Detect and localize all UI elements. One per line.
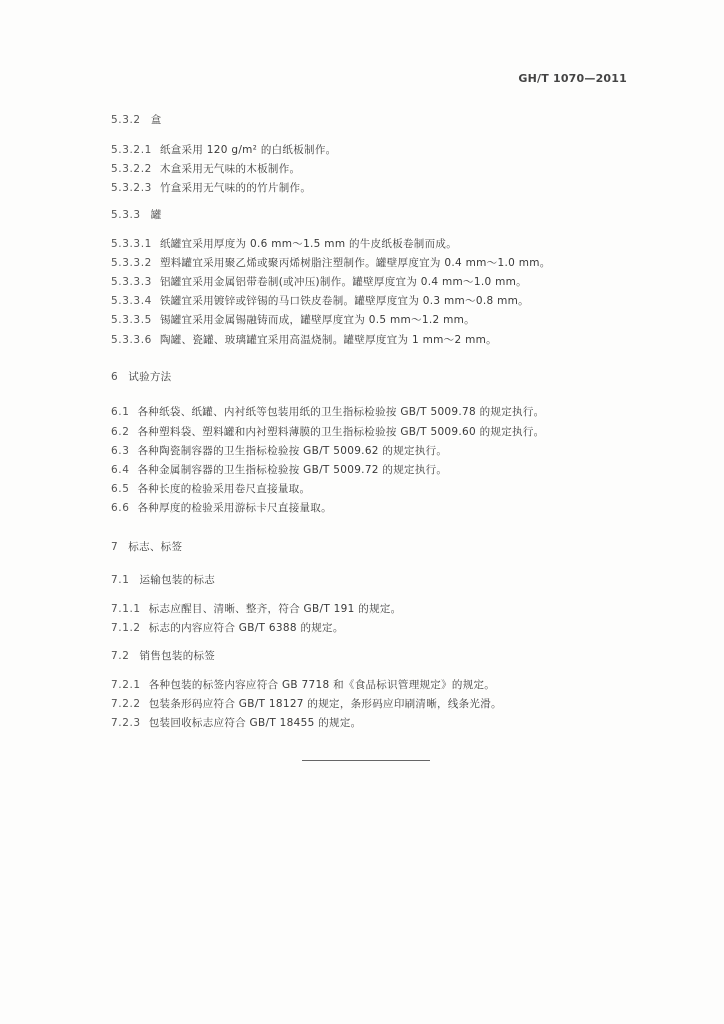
clause-line (111, 444, 447, 458)
clause-line (111, 405, 544, 419)
clause-line (111, 463, 447, 477)
standard-code-header: GH/T 1070—2011 (518, 72, 627, 85)
clause-number: 7.1.1 (111, 603, 141, 615)
clause-text: 木盒采用无气味的木板制作。 (159, 163, 301, 175)
clause-text: 竹盒采用无气味的的竹片制作。 (159, 182, 312, 194)
clause-number: 5.3.3.4 (111, 295, 152, 307)
clause-line (111, 602, 401, 616)
clause-text: 包装回收标志应符合 GB/T 18455 的规定。 (148, 717, 362, 729)
clause-text: 塑料罐宜采用聚乙烯或聚丙烯树脂注塑制作。罐壁厚度宜为 0.4 mm～1.0 mm。 (159, 257, 551, 269)
clause-text: 罐 (150, 209, 162, 221)
clause-number: 7.2.1 (111, 679, 141, 691)
section-heading (111, 573, 215, 587)
clause-number: 5.3.2.2 (111, 163, 152, 175)
clause-text: 铁罐宜采用镀锌或锌锡的马口铁皮卷制。罐壁厚度宜为 0.3 mm～0.8 mm。 (159, 295, 529, 307)
clause-text: 陶罐、瓷罐、玻璃罐宜采用高温烧制。罐壁厚度宜为 1 mm～2 mm。 (159, 334, 497, 346)
clause-line (111, 697, 502, 711)
clause-text: 各种纸袋、纸罐、内衬纸等包装用纸的卫生指标检验按 GB/T 5009.78 的规定执行。 (137, 406, 545, 418)
clause-text: 销售包装的标签 (139, 650, 216, 662)
clause-line (111, 256, 551, 270)
chapter-heading (111, 370, 171, 384)
clause-line (111, 237, 457, 251)
clause-text: 锡罐宜采用金属锡融铸而成，罐壁厚度宜为 0.5 mm～1.2 mm。 (159, 314, 475, 326)
clause-text: 铝罐宜采用金属铝带卷制(或冲压)制作。罐壁厚度宜为 0.4 mm～1.0 mm。 (159, 276, 527, 288)
clause-line (111, 501, 332, 515)
clause-line (111, 333, 497, 347)
clause-number: 5.3.3.5 (111, 314, 152, 326)
clause-line (111, 162, 300, 176)
clause-number: 5.3.3.3 (111, 276, 152, 288)
clause-number: 6.3 (111, 445, 130, 457)
section-heading (111, 113, 162, 127)
clause-number: 5.3.3 (111, 209, 141, 221)
clause-number: 5.3.3.1 (111, 238, 152, 250)
clause-line (111, 313, 475, 327)
clause-text: 标志的内容应符合 GB/T 6388 的规定。 (148, 622, 344, 634)
clause-number: 7.2.3 (111, 717, 141, 729)
clause-line (111, 482, 310, 496)
clause-line (111, 678, 495, 692)
clause-line (111, 621, 344, 635)
clause-number: 6.1 (111, 406, 130, 418)
clause-line (111, 716, 361, 730)
chapter-title: 试验方法 (128, 371, 172, 383)
clause-number: 5.3.2 (111, 114, 141, 126)
clause-number: 5.3.3.2 (111, 257, 152, 269)
clause-text: 各种金属制容器的卫生指标检验按 GB/T 5009.72 的规定执行。 (137, 464, 448, 476)
clause-text: 纸盒采用 120 g/m² 的白纸板制作。 (159, 144, 337, 156)
clause-number: 7.1 (111, 574, 130, 586)
clause-text: 盒 (150, 114, 162, 126)
clause-number: 5.3.2.1 (111, 144, 152, 156)
clause-text: 包装条形码应符合 GB/T 18127 的规定，条形码应印刷清晰，线条光滑。 (148, 698, 502, 710)
chapter-number: 7 (111, 541, 119, 553)
clause-line (111, 143, 336, 157)
clause-number: 6.6 (111, 502, 130, 514)
clause-number: 6.2 (111, 426, 130, 438)
clause-text: 各种陶瓷制容器的卫生指标检验按 GB/T 5009.62 的规定执行。 (137, 445, 448, 457)
clause-number: 5.3.2.3 (111, 182, 152, 194)
clause-number: 6.5 (111, 483, 130, 495)
clause-text: 纸罐宜采用厚度为 0.6 mm～1.5 mm 的牛皮纸板卷制而成。 (159, 238, 457, 250)
chapter-number: 6 (111, 371, 119, 383)
end-divider (302, 760, 430, 761)
clause-number: 7.2.2 (111, 698, 141, 710)
clause-number: 7.2 (111, 650, 130, 662)
clause-number: 5.3.3.6 (111, 334, 152, 346)
clause-number: 6.4 (111, 464, 130, 476)
clause-text: 各种厚度的检验采用游标卡尺直接量取。 (137, 502, 332, 514)
chapter-title: 标志、标签 (128, 541, 183, 553)
chapter-heading (111, 540, 182, 554)
clause-text: 标志应醒目、清晰、整齐，符合 GB/T 191 的规定。 (148, 603, 402, 615)
clause-text: 各种包装的标签内容应符合 GB 7718 和《食品标识管理规定》的规定。 (148, 679, 496, 691)
clause-line (111, 275, 527, 289)
clause-line (111, 181, 311, 195)
clause-line (111, 425, 544, 439)
clause-text: 运输包装的标志 (139, 574, 216, 586)
section-heading (111, 649, 215, 663)
clause-line (111, 294, 529, 308)
clause-number: 7.1.2 (111, 622, 141, 634)
section-heading (111, 208, 162, 222)
clause-text: 各种长度的检验采用卷尺直接量取。 (137, 483, 311, 495)
clause-text: 各种塑料袋、塑料罐和内衬塑料薄膜的卫生指标检验按 GB/T 5009.60 的规定执行。 (137, 426, 545, 438)
